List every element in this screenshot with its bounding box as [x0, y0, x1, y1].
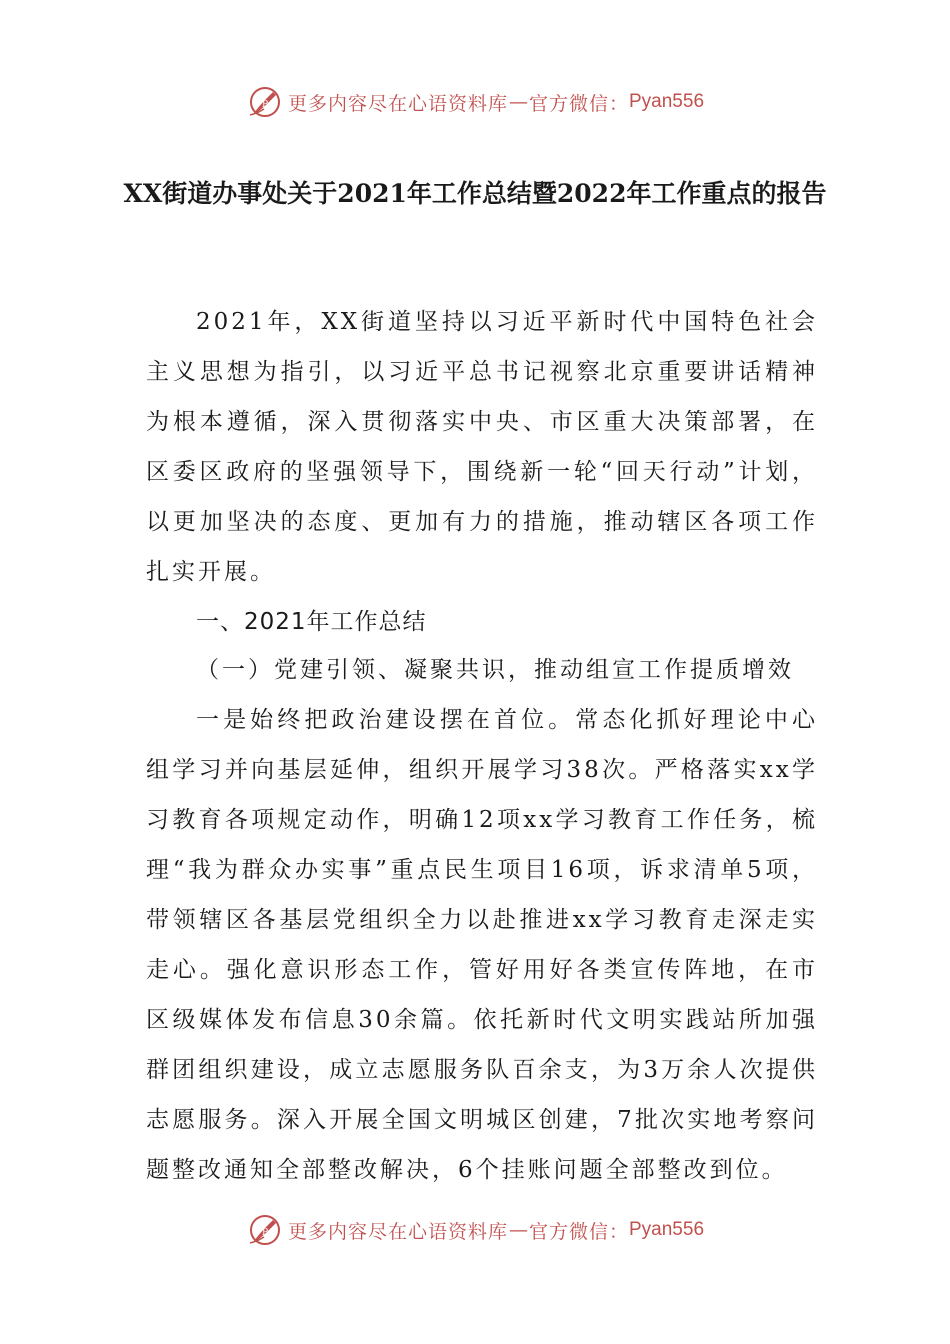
- banner-label: 官方微信：: [528, 1220, 629, 1243]
- document-title: XX街道办事处关于2021年工作总结暨2022年工作重点的报告: [123, 179, 827, 208]
- banner-wechat-id: Pyan556: [629, 91, 705, 112]
- pen-logo-icon: [246, 1211, 284, 1249]
- section-heading: 一、2021年工作总结: [196, 609, 427, 635]
- banner-wechat-id: Pyan556: [629, 1219, 705, 1240]
- svg-text:P: P: [261, 1228, 269, 1238]
- footer-watermark-banner: [0, 1208, 950, 1252]
- banner-separator: —: [508, 1219, 528, 1241]
- pen-logo-icon: [246, 83, 284, 121]
- banner-label: 官方微信：: [528, 92, 629, 115]
- subsection-paragraph: 一是始终把政治建设摆在首位。常态化抓好理论中心组学习并向基层延伸，组织开展学习38次。严格落实xx学习教育各项规定动作，明确12项xx学习教育工作任务，梳理“我为群众办实事”重点民生项目16项，诉求清单5项，带领辖区各基层党组织全力以赴推进xx学习教育走深走实走心。强化意识形态工作，管好用好各类宣传阵地，在市区级媒体发布信息30余篇。依托新时代文明实践站所加强群团组织建设，成立志愿服务队百余支，为3万余人次提供志愿服务。深入开展全国文明城区创建，7批次实地考察问题整改通知全部整改解决，6个挂账问题全部整改到位。: [146, 707, 818, 1183]
- banner-separator: —: [508, 91, 528, 113]
- banner-text: 更多内容尽在心语资料库: [287, 1220, 508, 1243]
- svg-text:P: P: [261, 100, 269, 110]
- banner-text: 更多内容尽在心语资料库: [287, 92, 508, 115]
- intro-paragraph: 2021年，XX街道坚持以习近平新时代中国特色社会主义思想为指引，以习近平总书记视察北京重要讲话精神为根本遵循，深入贯彻落实中央、市区重大决策部署，在区委区政府的坚强领导下，围绕新一轮“回天行动”计划，以更加坚决的态度、更加有力的措施，推动辖区各项工作扎实开展。: [146, 309, 818, 585]
- subsection-heading: （一）党建引领、凝聚共识，推动组宣工作提质增效: [196, 657, 794, 683]
- header-watermark-banner: [0, 80, 950, 124]
